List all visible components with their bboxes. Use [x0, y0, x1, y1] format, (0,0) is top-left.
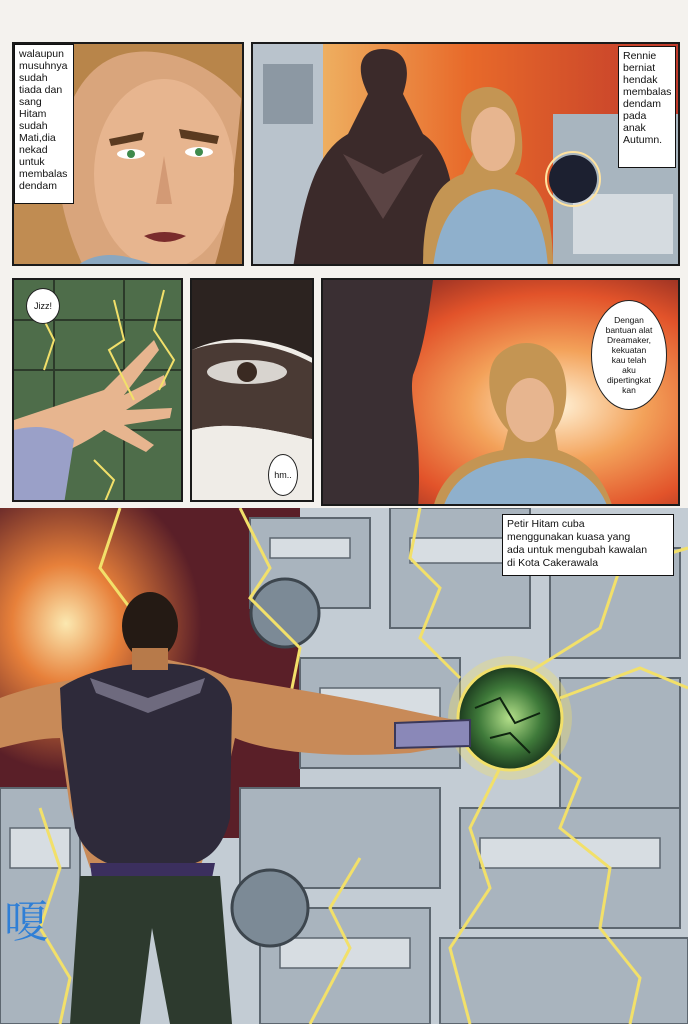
- speech-bubble: Dengan bantuan alat Dreamaker, kekuatan kau telah aku dipertingkat kan: [591, 300, 667, 410]
- splash-machine-city-illustration: [0, 508, 688, 1024]
- panel-1-face-closeup: [12, 42, 244, 266]
- narration-caption: Petir Hitam cuba menggunakan kuasa yang ada untuk mengubah kawalan di Kota Cakerawala: [502, 514, 674, 576]
- speech-bubble: hm..: [268, 454, 298, 496]
- panel-3-hand-lightning: [12, 278, 183, 502]
- sound-effect-bubble: Jizz!: [26, 288, 60, 324]
- narration-caption: Rennie berniat hendak membalas dendam pada anak Autumn.: [618, 46, 676, 168]
- panel-5-silhouette-and-woman: [321, 278, 680, 506]
- city-and-figures-illustration: [253, 44, 680, 266]
- sound-effect-glyph: 嗄: [4, 897, 48, 948]
- panel-6-splash-orb: [0, 508, 688, 1024]
- panel-2-two-figures: [251, 42, 680, 266]
- panel-4-eye-closeup: [190, 278, 314, 502]
- narration-caption: walaupun musuhnya sudah tiada dan sang Hitam sudah Mati,dia nekad untuk membalas dendam: [14, 44, 74, 204]
